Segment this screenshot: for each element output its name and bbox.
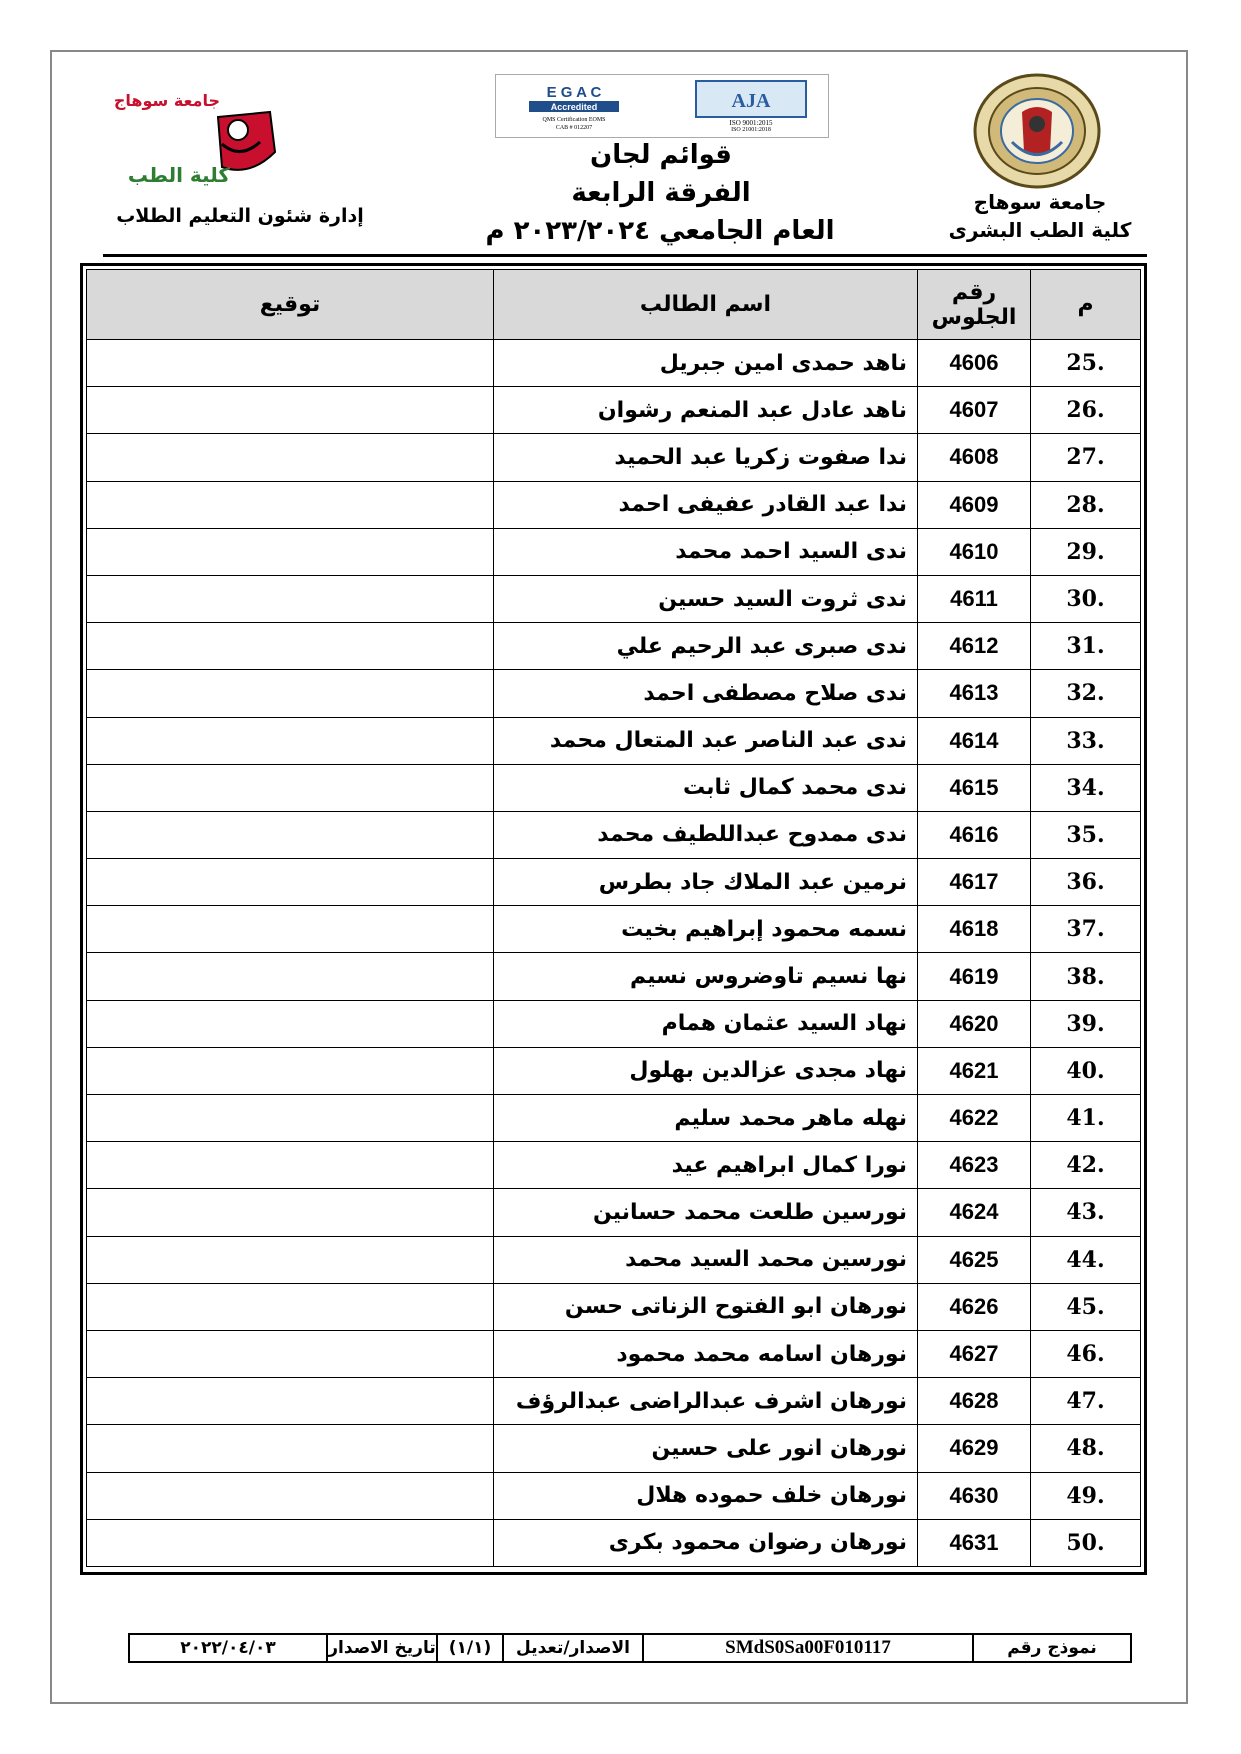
header-signature: توقيع [87, 270, 494, 340]
row-student-name: نهاد مجدى عزالدين بهلول [494, 1047, 918, 1094]
row-seat-number: 4607 [918, 387, 1031, 434]
row-serial: 42. [1031, 1142, 1141, 1189]
row-student-name: نورهان اسامه محمد محمود [494, 1330, 918, 1377]
row-signature-cell[interactable] [87, 811, 494, 858]
row-seat-number: 4620 [918, 1000, 1031, 1047]
table-row [87, 717, 1141, 764]
row-serial: 36. [1031, 859, 1141, 906]
row-signature-cell[interactable] [87, 340, 494, 387]
table-row [87, 953, 1141, 1000]
row-signature-cell[interactable] [87, 764, 494, 811]
row-serial: 29. [1031, 528, 1141, 575]
row-student-name: نورسين طلعت محمد حسانين [494, 1189, 918, 1236]
row-signature-cell[interactable] [87, 1236, 494, 1283]
table-row [87, 811, 1141, 858]
table-row [87, 764, 1141, 811]
row-seat-number: 4622 [918, 1095, 1031, 1142]
version-label: الاصدار/تعديل [502, 1635, 642, 1661]
row-signature-cell[interactable] [87, 528, 494, 575]
form-code: SMdS0Sa00F010117 [642, 1635, 972, 1661]
table-row [87, 528, 1141, 575]
form-footer [128, 1633, 1132, 1663]
row-signature-cell[interactable] [87, 623, 494, 670]
table-row [87, 1283, 1141, 1330]
table-row [87, 1236, 1141, 1283]
svg-text:CAB # 012207: CAB # 012207 [555, 125, 593, 131]
table-row [87, 340, 1141, 387]
row-seat-number: 4606 [918, 340, 1031, 387]
row-signature-cell[interactable] [87, 1283, 494, 1330]
row-serial: 40. [1031, 1047, 1141, 1094]
certification-logos [495, 74, 829, 138]
row-seat-number: 4626 [918, 1283, 1031, 1330]
header-seat-number: رقم الجلوس [918, 270, 1031, 340]
row-student-name: ندى صبرى عبد الرحيم علي [494, 623, 918, 670]
table-header-row [87, 270, 1141, 340]
table-row [87, 670, 1141, 717]
title-academic-year: العام الجامعي ٢٠٢٣/٢٠٢٤ م [485, 216, 835, 246]
row-seat-number: 4614 [918, 717, 1031, 764]
row-student-name: ندى محمد كمال ثابت [494, 764, 918, 811]
row-seat-number: 4611 [918, 575, 1031, 622]
row-student-name: نورسين محمد السيد محمد [494, 1236, 918, 1283]
roster-table-frame [80, 263, 1147, 1575]
row-student-name: ناهد حمدى امين جبريل [494, 340, 918, 387]
row-serial: 33. [1031, 717, 1141, 764]
version-value: (١/١) [436, 1635, 502, 1661]
row-seat-number: 4618 [918, 906, 1031, 953]
table-row [87, 1000, 1141, 1047]
row-serial: 43. [1031, 1189, 1141, 1236]
row-signature-cell[interactable] [87, 1378, 494, 1425]
table-row [87, 1425, 1141, 1472]
row-serial: 44. [1031, 1236, 1141, 1283]
table-row [87, 859, 1141, 906]
row-signature-cell[interactable] [87, 1000, 494, 1047]
row-student-name: ندى عبد الناصر عبد المتعال محمد [494, 717, 918, 764]
row-student-name: ناهد عادل عبد المنعم رشوان [494, 387, 918, 434]
svg-text:Accredited: Accredited [550, 102, 598, 112]
row-signature-cell[interactable] [87, 1425, 494, 1472]
row-signature-cell[interactable] [87, 1095, 494, 1142]
row-signature-cell[interactable] [87, 1330, 494, 1377]
title-committee-lists: قوائم لجان [590, 140, 732, 170]
university-seal-icon [972, 72, 1102, 190]
row-student-name: ندى ممدوح عبداللطيف محمد [494, 811, 918, 858]
row-student-name: ندى ثروت السيد حسين [494, 575, 918, 622]
row-seat-number: 4608 [918, 434, 1031, 481]
table-row [87, 1519, 1141, 1566]
row-student-name: نورا كمال ابراهيم عيد [494, 1142, 918, 1189]
row-seat-number: 4619 [918, 953, 1031, 1000]
table-row [87, 575, 1141, 622]
row-signature-cell[interactable] [87, 1189, 494, 1236]
row-serial: 28. [1031, 481, 1141, 528]
row-signature-cell[interactable] [87, 387, 494, 434]
header-serial: م [1031, 270, 1141, 340]
row-serial: 45. [1031, 1283, 1141, 1330]
svg-text:QMS Certification EOMS: QMS Certification EOMS [542, 117, 606, 123]
row-seat-number: 4617 [918, 859, 1031, 906]
table-row [87, 1189, 1141, 1236]
row-seat-number: 4629 [918, 1425, 1031, 1472]
row-serial: 41. [1031, 1095, 1141, 1142]
row-seat-number: 4615 [918, 764, 1031, 811]
row-seat-number: 4610 [918, 528, 1031, 575]
aja-iso-icon [686, 79, 816, 131]
table-row [87, 1330, 1141, 1377]
form-number-label: نموذج رقم [972, 1635, 1130, 1661]
row-seat-number: 4623 [918, 1142, 1031, 1189]
row-signature-cell[interactable] [87, 575, 494, 622]
table-row [87, 1047, 1141, 1094]
row-student-name: نسمه محمود إبراهيم بخيت [494, 906, 918, 953]
row-seat-number: 4628 [918, 1378, 1031, 1425]
row-serial: 34. [1031, 764, 1141, 811]
roster-body [87, 340, 1141, 1567]
table-row [87, 623, 1141, 670]
row-seat-number: 4624 [918, 1189, 1031, 1236]
row-seat-number: 4625 [918, 1236, 1031, 1283]
table-row [87, 906, 1141, 953]
row-serial: 48. [1031, 1425, 1141, 1472]
row-serial: 26. [1031, 387, 1141, 434]
row-seat-number: 4612 [918, 623, 1031, 670]
row-student-name: ندى السيد احمد محمد [494, 528, 918, 575]
table-row [87, 481, 1141, 528]
row-student-name: ندا عبد القادر عفيفى احمد [494, 481, 918, 528]
svg-text:ISO 9001:2015: ISO 9001:2015 [729, 119, 773, 127]
row-serial: 39. [1031, 1000, 1141, 1047]
header-divider [103, 254, 1147, 257]
faculty-name: كلية الطب البشرى [948, 218, 1132, 242]
row-student-name: نورهان رضوان محمود بكرى [494, 1519, 918, 1566]
issue-date-value: ٢٠٢٢/٠٤/٠٣ [180, 1638, 276, 1658]
row-serial: 46. [1031, 1330, 1141, 1377]
row-signature-cell[interactable] [87, 906, 494, 953]
table-row [87, 1472, 1141, 1519]
table-row [87, 1378, 1141, 1425]
svg-text:ISO 21001:2018: ISO 21001:2018 [731, 127, 771, 131]
egac-accreditation-icon [504, 79, 644, 131]
row-student-name: نورهان ابو الفتوح الزناتى حسن [494, 1283, 918, 1330]
table-row [87, 1142, 1141, 1189]
row-seat-number: 4613 [918, 670, 1031, 717]
row-signature-cell[interactable] [87, 1142, 494, 1189]
row-serial: 50. [1031, 1519, 1141, 1566]
row-student-name: نها نسيم تاوضروس نسيم [494, 953, 918, 1000]
row-seat-number: 4630 [918, 1472, 1031, 1519]
row-serial: 30. [1031, 575, 1141, 622]
row-student-name: نهاد السيد عثمان همام [494, 1000, 918, 1047]
department-name: إدارة شئون التعليم الطلاب [116, 205, 364, 227]
table-row [87, 434, 1141, 481]
row-signature-cell[interactable] [87, 670, 494, 717]
row-serial: 27. [1031, 434, 1141, 481]
row-serial: 38. [1031, 953, 1141, 1000]
title-fourth-year: الفرقة الرابعة [571, 178, 751, 208]
row-student-name: نورهان اشرف عبدالراضى عبدالرؤف [494, 1378, 918, 1425]
row-signature-cell[interactable] [87, 434, 494, 481]
logo-arc-text: جامعة سوهاج [113, 91, 220, 110]
row-serial: 37. [1031, 906, 1141, 953]
row-serial: 31. [1031, 623, 1141, 670]
row-student-name: ندا صفوت زكريا عبد الحميد [494, 434, 918, 481]
faculty-of-medicine-logo-icon [110, 82, 320, 197]
svg-text:E G A C: E G A C [546, 84, 602, 101]
row-signature-cell[interactable] [87, 1519, 494, 1566]
row-serial: 47. [1031, 1378, 1141, 1425]
row-seat-number: 4609 [918, 481, 1031, 528]
row-signature-cell[interactable] [87, 1047, 494, 1094]
row-seat-number: 4621 [918, 1047, 1031, 1094]
row-student-name: نورهان خلف حموده هلال [494, 1472, 918, 1519]
row-serial: 32. [1031, 670, 1141, 717]
table-row [87, 1095, 1141, 1142]
table-row [87, 387, 1141, 434]
header-student-name: اسم الطالب [494, 270, 918, 340]
row-signature-cell[interactable] [87, 953, 494, 1000]
row-signature-cell[interactable] [87, 717, 494, 764]
row-student-name: نهله ماهر محمد سليم [494, 1095, 918, 1142]
row-student-name: نورهان انور على حسين [494, 1425, 918, 1472]
svg-text:AJA: AJA [731, 90, 771, 112]
row-serial: 49. [1031, 1472, 1141, 1519]
university-name: جامعة سوهاج [973, 190, 1107, 214]
roster-table [86, 269, 1141, 1567]
logo-text: كلية الطب [127, 163, 230, 187]
row-signature-cell[interactable] [87, 1472, 494, 1519]
row-seat-number: 4631 [918, 1519, 1031, 1566]
row-signature-cell[interactable] [87, 481, 494, 528]
row-seat-number: 4616 [918, 811, 1031, 858]
row-signature-cell[interactable] [87, 859, 494, 906]
row-serial: 35. [1031, 811, 1141, 858]
row-student-name: ندى صلاح مصطفى احمد [494, 670, 918, 717]
row-student-name: نرمين عبد الملاك جاد بطرس [494, 859, 918, 906]
row-seat-number: 4627 [918, 1330, 1031, 1377]
issue-date-label: تاريخ الاصدار [326, 1635, 436, 1661]
row-serial: 25. [1031, 340, 1141, 387]
